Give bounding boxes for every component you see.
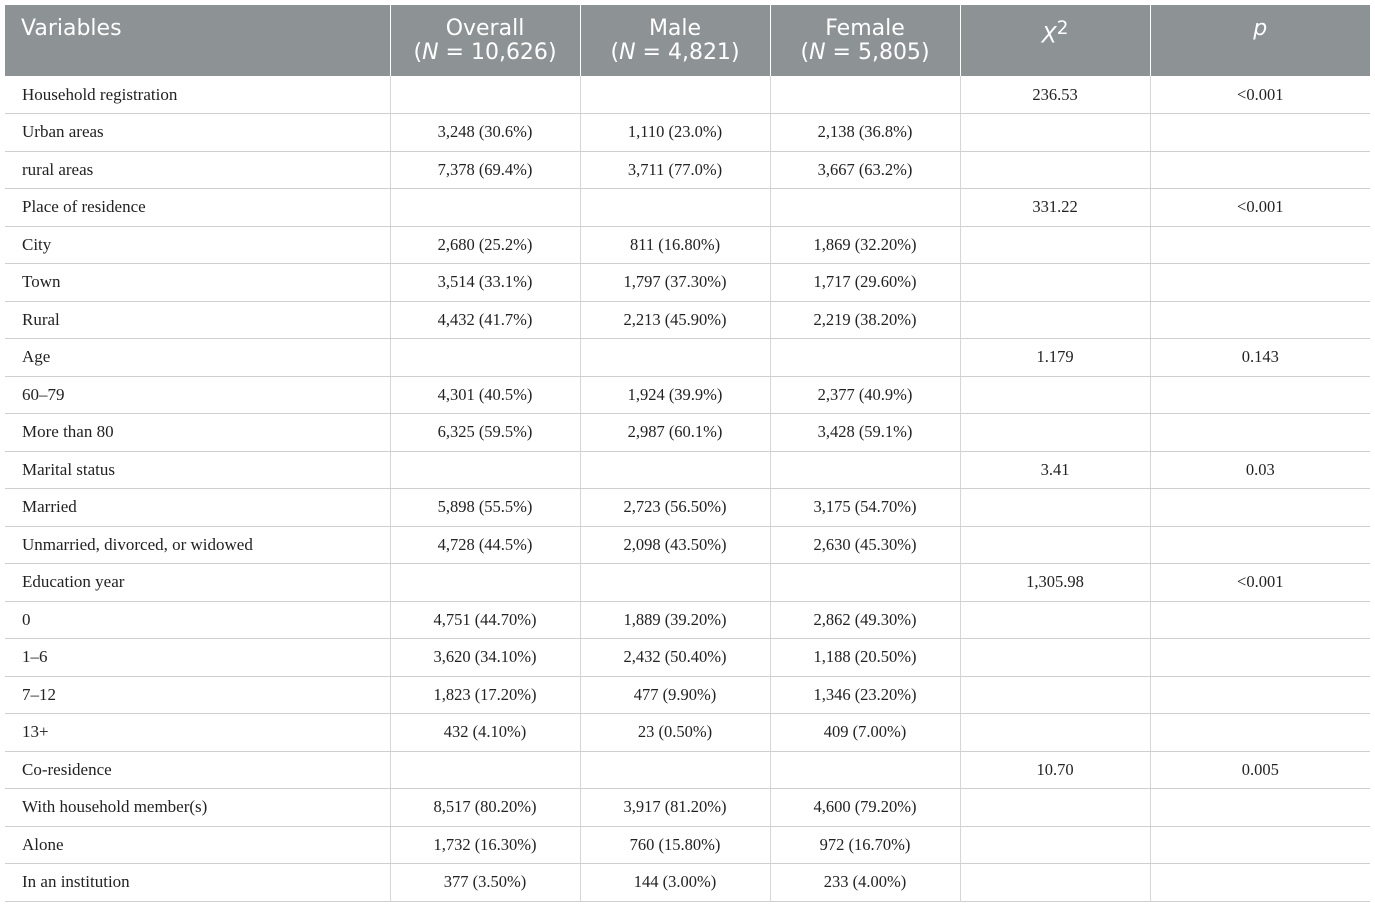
cell-variable: With household member(s) xyxy=(5,789,390,827)
header-overall-n-symbol: N xyxy=(422,39,439,65)
cell-chi-square xyxy=(960,414,1150,452)
cell-male: 3,711 (77.0%) xyxy=(580,151,770,189)
cell-overall: 3,620 (34.10%) xyxy=(390,639,580,677)
header-p xyxy=(1150,5,1370,76)
cell-female: 4,600 (79.20%) xyxy=(770,789,960,827)
cell-variable: 0 xyxy=(5,601,390,639)
cell-male xyxy=(580,76,770,114)
cell-female: 3,428 (59.1%) xyxy=(770,414,960,452)
table-row xyxy=(5,639,1370,677)
cell-chi-square xyxy=(960,601,1150,639)
cell-male: 3,917 (81.20%) xyxy=(580,789,770,827)
cell-chi-square xyxy=(960,376,1150,414)
table-row xyxy=(5,601,1370,639)
cell-p xyxy=(1150,114,1370,152)
cell-chi-square xyxy=(960,864,1150,902)
cell-variable: More than 80 xyxy=(5,414,390,452)
cell-chi-square xyxy=(960,226,1150,264)
table-row xyxy=(5,714,1370,752)
cell-variable: Age xyxy=(5,339,390,377)
header-female-n-value: = 5,805 xyxy=(825,39,921,65)
cell-p xyxy=(1150,489,1370,527)
cell-overall: 4,432 (41.7%) xyxy=(390,301,580,339)
demographics-table xyxy=(5,5,1370,902)
table-row xyxy=(5,826,1370,864)
header-chi-square xyxy=(960,5,1150,76)
header-overall xyxy=(390,5,580,76)
cell-p xyxy=(1150,676,1370,714)
cell-overall: 1,732 (16.30%) xyxy=(390,826,580,864)
cell-p xyxy=(1150,151,1370,189)
cell-male: 2,987 (60.1%) xyxy=(580,414,770,452)
cell-chi-square xyxy=(960,676,1150,714)
header-chi-square-sup: 2 xyxy=(1056,18,1069,39)
cell-p xyxy=(1150,376,1370,414)
table-row xyxy=(5,414,1370,452)
header-chi-square-base: X xyxy=(1041,23,1057,49)
cell-female xyxy=(770,76,960,114)
cell-p xyxy=(1150,526,1370,564)
cell-chi-square xyxy=(960,489,1150,527)
cell-p: <0.001 xyxy=(1150,189,1370,227)
table-row xyxy=(5,339,1370,377)
cell-p xyxy=(1150,264,1370,302)
table-row xyxy=(5,676,1370,714)
table-row xyxy=(5,526,1370,564)
table-row xyxy=(5,376,1370,414)
cell-variable: In an institution xyxy=(5,864,390,902)
cell-female: 1,869 (32.20%) xyxy=(770,226,960,264)
cell-chi-square: 236.53 xyxy=(960,76,1150,114)
header-male-n-symbol: N xyxy=(619,39,636,65)
header-male xyxy=(580,5,770,76)
header-male-n-value: = 4,821 xyxy=(635,39,731,65)
cell-female: 1,188 (20.50%) xyxy=(770,639,960,677)
cell-p xyxy=(1150,414,1370,452)
table-row xyxy=(5,564,1370,602)
cell-female: 3,667 (63.2%) xyxy=(770,151,960,189)
cell-p: 0.03 xyxy=(1150,451,1370,489)
cell-overall xyxy=(390,189,580,227)
cell-variable: 13+ xyxy=(5,714,390,752)
cell-female: 233 (4.00%) xyxy=(770,864,960,902)
header-male-label: Male xyxy=(648,15,702,41)
cell-overall: 4,751 (44.70%) xyxy=(390,601,580,639)
cell-overall: 2,680 (25.2%) xyxy=(390,226,580,264)
cell-male: 1,924 (39.9%) xyxy=(580,376,770,414)
cell-variable: Unmarried, divorced, or widowed xyxy=(5,526,390,564)
cell-female xyxy=(770,451,960,489)
cell-variable: Married xyxy=(5,489,390,527)
cell-variable: Household registration xyxy=(5,76,390,114)
cell-male xyxy=(580,751,770,789)
header-p-label: p xyxy=(1253,16,1268,41)
header-female xyxy=(770,5,960,76)
table-row xyxy=(5,264,1370,302)
cell-male: 2,098 (43.50%) xyxy=(580,526,770,564)
header-overall-label: Overall xyxy=(445,15,525,41)
table-row xyxy=(5,76,1370,114)
cell-overall: 5,898 (55.5%) xyxy=(390,489,580,527)
cell-male: 2,213 (45.90%) xyxy=(580,301,770,339)
cell-overall xyxy=(390,451,580,489)
header-variables: Variables xyxy=(5,5,390,76)
cell-overall: 4,301 (40.5%) xyxy=(390,376,580,414)
cell-variable: Town xyxy=(5,264,390,302)
cell-overall: 8,517 (80.20%) xyxy=(390,789,580,827)
cell-p xyxy=(1150,226,1370,264)
cell-male: 1,797 (37.30%) xyxy=(580,264,770,302)
cell-variable: 7–12 xyxy=(5,676,390,714)
header-row xyxy=(5,5,1370,76)
cell-male xyxy=(580,189,770,227)
cell-p xyxy=(1150,601,1370,639)
cell-variable: Rural xyxy=(5,301,390,339)
cell-chi-square xyxy=(960,301,1150,339)
cell-male xyxy=(580,451,770,489)
cell-female: 1,346 (23.20%) xyxy=(770,676,960,714)
cell-p: <0.001 xyxy=(1150,76,1370,114)
cell-p xyxy=(1150,301,1370,339)
cell-p xyxy=(1150,826,1370,864)
table-row xyxy=(5,301,1370,339)
cell-female xyxy=(770,564,960,602)
cell-overall: 377 (3.50%) xyxy=(390,864,580,902)
table-row xyxy=(5,489,1370,527)
cell-variable: Alone xyxy=(5,826,390,864)
cell-overall: 4,728 (44.5%) xyxy=(390,526,580,564)
table-row xyxy=(5,789,1370,827)
cell-variable: Urban areas xyxy=(5,114,390,152)
cell-overall: 6,325 (59.5%) xyxy=(390,414,580,452)
cell-female: 2,219 (38.20%) xyxy=(770,301,960,339)
cell-chi-square: 10.70 xyxy=(960,751,1150,789)
table-body xyxy=(5,76,1370,901)
cell-chi-square: 331.22 xyxy=(960,189,1150,227)
cell-female: 2,138 (36.8%) xyxy=(770,114,960,152)
cell-female: 3,175 (54.70%) xyxy=(770,489,960,527)
cell-variable: Place of residence xyxy=(5,189,390,227)
cell-p: <0.001 xyxy=(1150,564,1370,602)
cell-female: 2,630 (45.30%) xyxy=(770,526,960,564)
cell-female: 409 (7.00%) xyxy=(770,714,960,752)
cell-male xyxy=(580,564,770,602)
header-overall-n: (N = 10,626) xyxy=(413,39,557,65)
cell-male: 1,110 (23.0%) xyxy=(580,114,770,152)
cell-male: 1,889 (39.20%) xyxy=(580,601,770,639)
cell-female: 972 (16.70%) xyxy=(770,826,960,864)
cell-variable: 60–79 xyxy=(5,376,390,414)
header-male-n: (N = 4,821) xyxy=(610,39,740,65)
cell-male: 144 (3.00%) xyxy=(580,864,770,902)
cell-overall: 1,823 (17.20%) xyxy=(390,676,580,714)
cell-overall xyxy=(390,751,580,789)
cell-male: 23 (0.50%) xyxy=(580,714,770,752)
cell-chi-square xyxy=(960,639,1150,677)
cell-chi-square: 3.41 xyxy=(960,451,1150,489)
cell-chi-square xyxy=(960,151,1150,189)
cell-overall xyxy=(390,76,580,114)
cell-variable: 1–6 xyxy=(5,639,390,677)
cell-p xyxy=(1150,789,1370,827)
cell-chi-square: 1.179 xyxy=(960,339,1150,377)
cell-male xyxy=(580,339,770,377)
cell-p xyxy=(1150,714,1370,752)
cell-chi-square xyxy=(960,264,1150,302)
cell-female xyxy=(770,189,960,227)
table-row xyxy=(5,151,1370,189)
cell-chi-square xyxy=(960,789,1150,827)
cell-chi-square xyxy=(960,714,1150,752)
cell-female xyxy=(770,751,960,789)
cell-p xyxy=(1150,639,1370,677)
cell-chi-square: 1,305.98 xyxy=(960,564,1150,602)
cell-male: 2,432 (50.40%) xyxy=(580,639,770,677)
cell-p xyxy=(1150,864,1370,902)
cell-overall: 3,514 (33.1%) xyxy=(390,264,580,302)
cell-male: 2,723 (56.50%) xyxy=(580,489,770,527)
cell-p: 0.005 xyxy=(1150,751,1370,789)
cell-overall: 7,378 (69.4%) xyxy=(390,151,580,189)
table-header xyxy=(5,5,1370,76)
table-row xyxy=(5,114,1370,152)
cell-male: 811 (16.80%) xyxy=(580,226,770,264)
header-female-n-symbol: N xyxy=(809,39,826,65)
table-row xyxy=(5,864,1370,902)
cell-male: 477 (9.90%) xyxy=(580,676,770,714)
table-row xyxy=(5,451,1370,489)
cell-variable: Education year xyxy=(5,564,390,602)
cell-variable: Co-residence xyxy=(5,751,390,789)
header-female-label: Female xyxy=(825,15,905,41)
cell-overall: 3,248 (30.6%) xyxy=(390,114,580,152)
header-overall-n-value: = 10,626 xyxy=(438,39,548,65)
cell-p: 0.143 xyxy=(1150,339,1370,377)
cell-overall xyxy=(390,339,580,377)
header-female-n: (N = 5,805) xyxy=(800,39,930,65)
cell-chi-square xyxy=(960,526,1150,564)
cell-female: 1,717 (29.60%) xyxy=(770,264,960,302)
cell-male: 760 (15.80%) xyxy=(580,826,770,864)
cell-variable: Marital status xyxy=(5,451,390,489)
cell-variable: rural areas xyxy=(5,151,390,189)
table-row xyxy=(5,189,1370,227)
cell-female: 2,862 (49.30%) xyxy=(770,601,960,639)
cell-chi-square xyxy=(960,826,1150,864)
cell-overall xyxy=(390,564,580,602)
cell-variable: City xyxy=(5,226,390,264)
cell-chi-square xyxy=(960,114,1150,152)
table-row xyxy=(5,226,1370,264)
cell-female: 2,377 (40.9%) xyxy=(770,376,960,414)
cell-female xyxy=(770,339,960,377)
cell-overall: 432 (4.10%) xyxy=(390,714,580,752)
table-row xyxy=(5,751,1370,789)
